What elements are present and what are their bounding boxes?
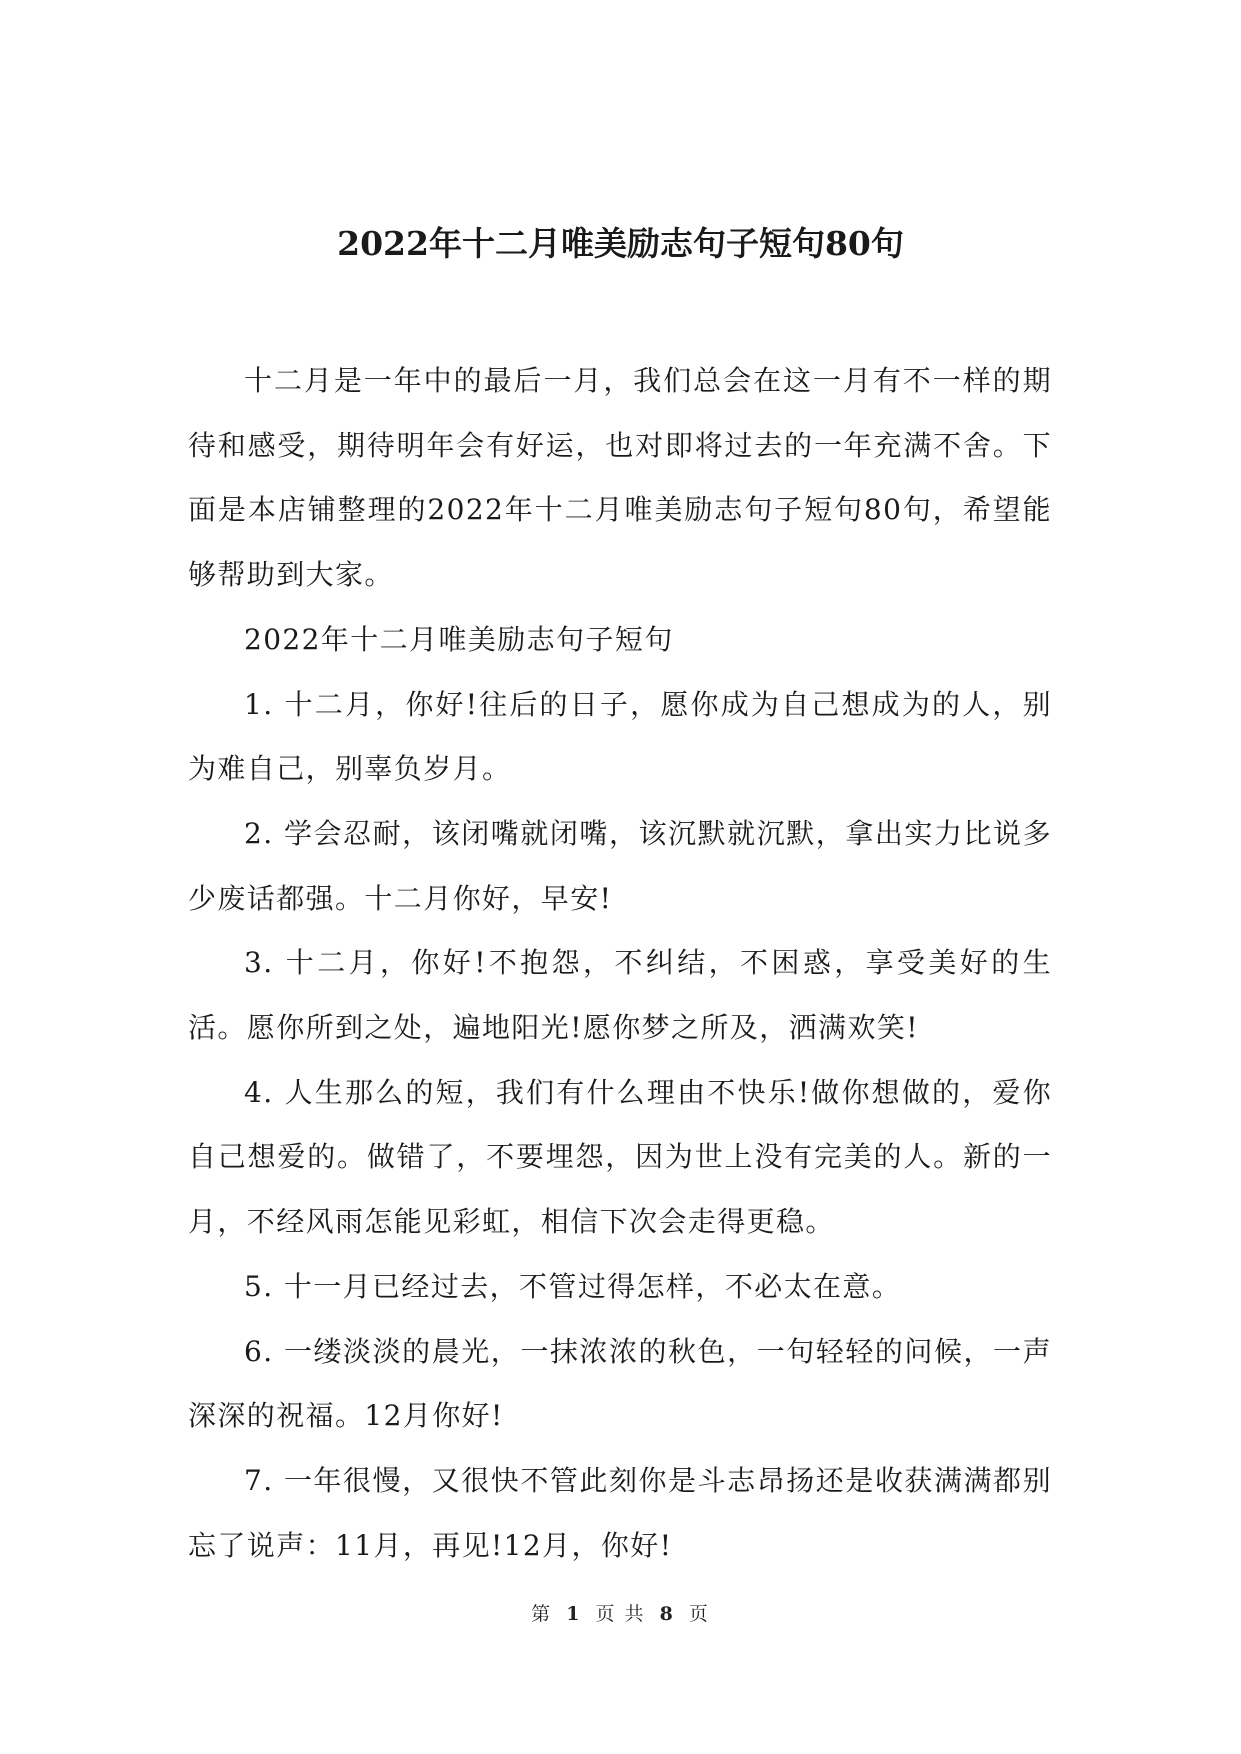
paragraph-item-5: 5. 十一月已经过去，不管过得怎样，不必太在意。 [244, 1269, 902, 1303]
paragraph-item-1: 1. 十二月，你好!往后的日子，愿你成为自己想成为的人，别为难自己，别辜负岁月。 [188, 687, 1052, 786]
footer-page-prefix: 第 [531, 1603, 553, 1625]
paragraph-intro: 十二月是一年中的最后一月，我们总会在这一月有不一样的期待和感受，期待明年会有好运，也对即将过去的一年充满不舍。下面是本店铺整理的2022年十二月唯美励志句子短句80句，希望能够帮助到大家。 [188, 364, 1052, 592]
paragraph-item-3: 3. 十二月，你好!不抱怨，不纠结，不困惑，享受美好的生活。愿你所到之处，遍地阳光!愿你梦之所及，洒满欢笑! [188, 946, 1052, 1045]
page-footer [0, 1602, 1241, 1626]
paragraph-item-4: 4. 人生那么的短，我们有什么理由不快乐!做你想做的，爱你自己想爱的。做错了，不要埋怨，因为世上没有完美的人。新的一月，不经风雨怎能见彩虹，相信下次会走得更稳。 [188, 1075, 1052, 1239]
footer-page-suffix: 页 [688, 1603, 710, 1625]
paragraph-subheading: 2022年十二月唯美励志句子短句 [244, 622, 674, 656]
document-body [188, 349, 1052, 1578]
footer-page-middle: 页 共 [595, 1603, 646, 1625]
paragraph-item-7: 7. 一年很慢，又很快不管此刻你是斗志昂扬还是收获满满都别忘了说声：11月，再见!12月，你好! [188, 1463, 1052, 1562]
paragraph-item-2: 2. 学会忍耐，该闭嘴就闭嘴，该沉默就沉默，拿出实力比说多少废话都强。十二月你好，早安! [188, 816, 1052, 915]
footer-total-pages: 8 [659, 1603, 675, 1625]
footer-current-page: 1 [566, 1603, 582, 1625]
document-title: 2022年十二月唯美励志句子短句80句 [337, 224, 904, 263]
paragraph-item-6: 6. 一缕淡淡的晨光，一抹浓浓的秋色，一句轻轻的问候，一声深深的祝福。12月你好! [188, 1334, 1052, 1433]
